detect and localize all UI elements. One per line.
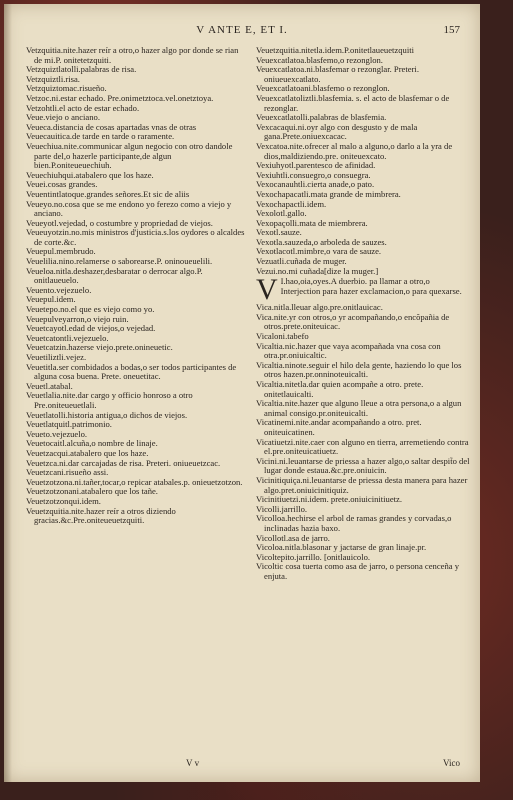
dictionary-entry: Vetzquiztomac.risueño. <box>26 83 107 94</box>
dropcap-entry-text: I.hao,oia,oyes.A duerbio. pa llamar a otro,o Interjection para hazer exclamacion,o para quexarse. <box>280 276 462 296</box>
dictionary-entry: Vezuatli.cuñada de muger. <box>256 256 347 267</box>
dictionary-entry: Vicaltia.nic.hazer que vaya acompañada vna cosa con otra.pr.oniuicaltic. <box>256 340 441 361</box>
dictionary-entry: Vexotla.sauzeda,o arboleda de sauzes. <box>256 236 387 247</box>
drop-cap-letter: V <box>256 273 278 307</box>
dictionary-entry: Vicaltia.nite.hazer que alguno lleue a otra persona,o a algun animal consigo.pr.oniteuicalti. <box>256 398 462 418</box>
dictionary-entry: Vicini.ni.leuantarse de priessa a hazer algo,o saltar despit̃o del lugar donde estaua.&c.pre.oniuicin. <box>256 455 470 476</box>
dictionary-entry: Veue.viejo o anciano. <box>26 112 100 123</box>
dictionary-entry: Veuepulveyarron,o viejo ruin. <box>26 313 129 324</box>
dictionary-entry: Veuetzotzona.ni.tañer,tocar,o repicar atabales.p. onieuetzotzon. <box>26 476 243 487</box>
page-gutter-shadow <box>4 4 12 782</box>
dictionary-entry: Vetzohtli.el acto de estar echado. <box>26 102 140 113</box>
dictionary-entry: Veueyotl.vejedad, o costumbre y propriedad de viejos. <box>26 217 213 228</box>
signature-mark: V v <box>186 758 200 768</box>
dictionary-entry: Veuetzotzonqui.idem. <box>26 495 101 506</box>
dictionary-entry: Veuelilia.nino.relamerse o saborearse.P. oninoueuelili. <box>26 256 213 267</box>
dictionary-entry: Veuetzca.ni.dar carcajadas de risa. Preteri. oniueuetzcac. <box>26 457 221 468</box>
dictionary-entry: Vetzquitia.nite.hazer reír a otro,o hazer algo por donde se rian de mi.P. onitetetzquiti. <box>26 45 239 65</box>
dictionary-entry: Vica.nitla.lleuar algo.pre.onitlauicac. <box>256 302 383 313</box>
right-column <box>256 46 470 581</box>
book-page <box>4 4 480 782</box>
right-column-bottom-entries <box>256 303 470 581</box>
dictionary-entry: Veuetzquitia.nite.hazer reír a otros diziendo gracias.&c.Pre.oniteueuetzquiti. <box>26 505 176 526</box>
dictionary-entry: Veuento.vejezuelo. <box>26 284 92 295</box>
dictionary-entry: Vicoloa.nitla.blasonar y jactarse de gran linaje.pr. <box>256 542 427 553</box>
folio-number: 157 <box>443 24 460 36</box>
page-footer <box>26 758 460 770</box>
right-column-top-entries <box>256 46 470 276</box>
dictionary-entry: Vexiuhtli.consuegro,o consuegra. <box>256 169 371 180</box>
dictionary-entry: Veuexcatlatoa.ni.blasfemar o rezonglar. Preteri. oniueuexcatlato. <box>256 64 419 84</box>
running-title: V ANTE E, ET I. <box>196 24 288 36</box>
dictionary-entry: Veuexcatlatolli.palabras de blasfemia. <box>256 112 387 123</box>
dictionary-entry: Veuexcatlatoani.blasfemo o rezonglon. <box>256 83 390 94</box>
dictionary-entry: Vicinitiquiça.ni.leuantarse de priessa desta manera para hazer algo.pret.oniuicinitiquiz. <box>256 474 468 495</box>
dictionary-entry: Veuetlatquitl.patrimonio. <box>26 419 112 430</box>
dictionary-entry: Veueuyotzin.no.mis ministros d'justicia.s.los oydores o alcaldes de corte.&c. <box>26 227 245 247</box>
dictionary-entry: Vetzquiztli.risa. <box>26 73 80 84</box>
dictionary-entry: Vexochapacatli.mata grande de mimbrera. <box>256 188 401 199</box>
dictionary-entry: Vezui.no.mi cuñada[dize la muger.] <box>256 265 379 276</box>
dictionary-entry: Veuetcatzin.hazerse viejo.prete.onineuetic. <box>26 342 173 353</box>
dictionary-entry: Vicaloni.tabefo <box>256 331 309 342</box>
dictionary-entry: Vicatiuetzi.nite.caer con alguno en tierra, arremetiendo contra el.pre.oniteuicatiuetz. <box>256 436 469 457</box>
dictionary-entry: Vicolli.jarrillo. <box>256 503 308 514</box>
left-column <box>26 46 248 526</box>
dictionary-entry: Vexiuhyotl.parentesco de afinidad. <box>256 160 376 171</box>
dictionary-entry: Vicolloa.hechirse el arbol de ramas grandes y corvadas,o inclinadas hazia baxo. <box>256 513 452 533</box>
dropcap-entry <box>256 273 470 307</box>
dictionary-entry: Veueloa.nitla.deshazer,desbaratar o derrocar algo.P. onitlaueuelo. <box>26 265 203 286</box>
dictionary-entry: Vicoltepito.jarrillo. [onitlauicolo. <box>256 551 371 562</box>
dictionary-entry: Vexolotl.gallo. <box>256 208 307 219</box>
dictionary-entry: Veuecauitica.de tarde en tarde o raramente. <box>26 131 175 142</box>
dictionary-entry: Veuetl.atabal. <box>26 380 73 391</box>
dictionary-entry: Veuetzotzonani.atabalero que los tañe. <box>26 486 158 497</box>
page-header <box>4 24 480 40</box>
dictionary-entry: Veuentintlatoque.grandes señores.Et sic de aliis <box>26 188 190 199</box>
dictionary-entry: Veuetzacqui.atabalero que los haze. <box>26 447 149 458</box>
dictionary-entry: Vexochapactli.idem. <box>256 198 327 209</box>
dictionary-entry: Vicatinemi.nite.andar acompañando a otro. pret. oniteuicatinen. <box>256 417 422 437</box>
dictionary-entry: Vicoltic cosa tuerta como asa de jarro, o persona cenceña y enjuta. <box>256 561 460 581</box>
dictionary-entry: Veuetitla.ser combidados a bodas,o ser todos participantes de alguna cosa buena. Prete. oneuetitac. <box>26 361 237 382</box>
dictionary-entry: Veuepul.membrudo. <box>26 246 96 257</box>
dictionary-entry: Vica.nite.yr con otros,o yr acompañando,o encõpañia de otros.prete.oniteuicac. <box>256 311 450 332</box>
dictionary-entry: Veuexcatlatoa.blasfemo,o rezonglon. <box>256 54 383 65</box>
dictionary-entry: Veuexcatlatoliztli.blasfemia. s. el acto de blasfemar o de rezonglar. <box>256 92 450 113</box>
dictionary-entry: Veuetlatolli.historia antigua,o dichos de viejos. <box>26 409 188 420</box>
dictionary-entry: Vexcatoa.nite.ofrecer al malo a alguno,o darlo a la yra de dios,maldiziendo.pre. oniteuexcato. <box>256 140 453 161</box>
dictionary-entry: Vexocanauhtli.cierta anade,o pato. <box>256 179 375 190</box>
dictionary-entry: Veuepul.idem. <box>26 294 76 305</box>
dictionary-entry: Veuetzquitia.nitetla.idem.P.onitetlaueuetzquiti <box>256 45 414 55</box>
dictionary-entry: Vicaltia.ninote.seguir el hilo dela gente, haziendo lo que los otros hazen.pr.onninoteuicalti. <box>256 359 462 380</box>
dictionary-entry: Veuetepo.no.el que es viejo como yo. <box>26 304 155 315</box>
dictionary-entry: Veuei.cosas grandes. <box>26 179 98 190</box>
dictionary-entry: Vicinitiuetzi.ni.idem. prete.oniuicinitiuetz. <box>256 494 403 505</box>
dictionary-entry: Vetzquiztlatolli.palabras de risa. <box>26 64 137 75</box>
dictionary-entry: Vicaltia.nitetla.dar quien acompañe a otro. prete. onitetlauicalti. <box>256 379 424 399</box>
dictionary-entry: Vexotl.sauze. <box>256 227 302 238</box>
dictionary-entry: Veuetocaitl.alcuña,o nombre de linaje. <box>26 438 158 449</box>
catchword: Vico <box>443 758 460 768</box>
dictionary-entry: Vexopaçolli.mata de miembrera. <box>256 217 368 228</box>
dictionary-entry: Veueto.vejezuelo. <box>26 428 88 439</box>
dictionary-entry: Veueca.distancia de cosas apartadas vnas de otras <box>26 121 197 132</box>
dictionary-entry: Veuechiuhqui.atabalero que los haze. <box>26 169 154 180</box>
dictionary-entry: Veuetcayotl.edad de viejos,o vejedad. <box>26 323 156 334</box>
dictionary-entry: Veuetzcani.risueño assi. <box>26 467 109 478</box>
dictionary-entry: Vexcacaqui.ni.oyr algo con desgusto y de mala gana.Prete.oniuexcacac. <box>256 121 418 142</box>
dictionary-entry: Veuechiua.nite.communicar algun negocio con otro dandole parte del,o hazerle participante,de algun bien.P.oniteueuechiuh. <box>26 140 233 171</box>
dictionary-entry: Veuetcatontli.vejezuelo. <box>26 332 109 343</box>
dictionary-entry: Vicollotl.asa de jarro. <box>256 532 330 543</box>
dictionary-entry: Veuetlalia.nite.dar cargo y officio honroso a otro Pre.oniteueuetlali. <box>26 390 193 410</box>
dictionary-entry: Veueyo.no.cosa que se me endono yo ferezo como a viejo y anciano. <box>26 198 232 219</box>
dictionary-entry: Vetzoc.ni.estar echado. Pre.onimetztoca.vel.onetztoya. <box>26 92 214 103</box>
dictionary-entry: Vexotlacotl.mimbre,o vara de sauze. <box>256 246 382 257</box>
dictionary-entry: Veuetiliztli.vejez. <box>26 352 87 362</box>
